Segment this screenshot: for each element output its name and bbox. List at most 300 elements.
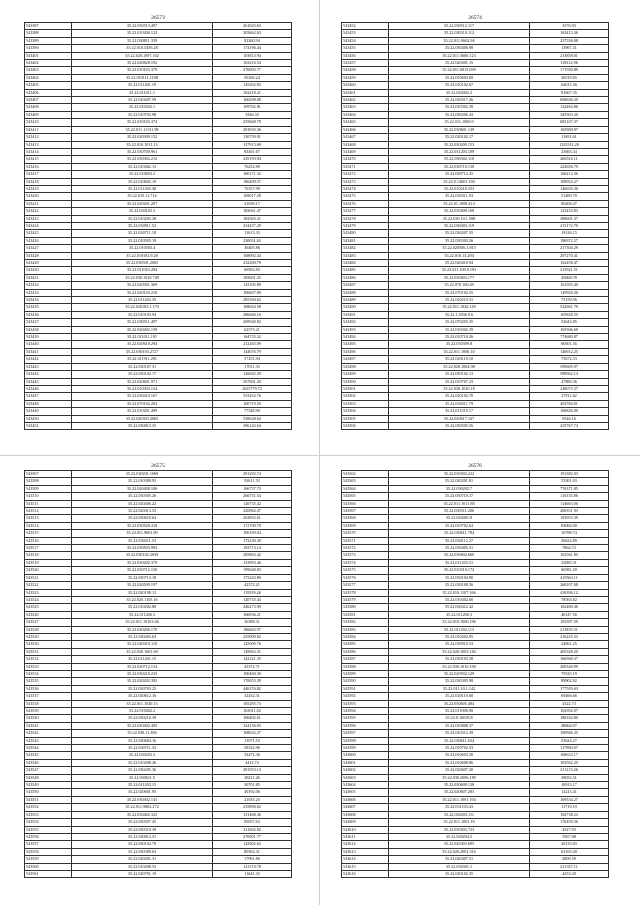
amount-cell: 235896.02 xyxy=(213,804,292,811)
row-id-cell: 543489 xyxy=(342,297,389,304)
table-row xyxy=(25,678,292,685)
code-cell: 35.22.020408.106 xyxy=(72,485,213,492)
code-cell: 35.22.030403.177 xyxy=(389,274,530,281)
row-id-cell: 543490 xyxy=(342,304,389,311)
code-cell: 35.22.010202.88 xyxy=(72,604,213,611)
table-row xyxy=(342,552,609,559)
amount-cell: 419563.11 xyxy=(530,574,609,581)
table-row xyxy=(342,267,609,274)
code-cell: 35.22.020701.19 xyxy=(72,870,213,877)
code-cell: 35.22.010208.26 xyxy=(72,759,213,766)
code-cell: 35.22.020.1003.184 xyxy=(389,648,530,655)
code-cell: 35.22.030712.25 xyxy=(389,171,530,178)
row-id-cell: 543506 xyxy=(342,422,389,429)
row-id-cell: 543577 xyxy=(342,582,389,589)
code-cell: 35.22.020102.35 xyxy=(389,870,530,877)
amount-cell: 182565.21 xyxy=(213,215,292,222)
table-row xyxy=(342,722,609,729)
amount-cell: 776371.85 xyxy=(530,485,609,492)
code-cell: 35.22.030610.64 xyxy=(72,515,213,522)
amount-cell: 186409.57 xyxy=(213,178,292,185)
amount-cell: 50106.24 xyxy=(213,74,292,81)
amount-cell: 696636.20 xyxy=(530,97,609,104)
amount-cell: 263832.61 xyxy=(213,515,292,522)
code-cell: 35.22.020712.134 xyxy=(72,663,213,670)
row-id-cell: 543463 xyxy=(342,104,389,111)
table-row xyxy=(25,111,292,118)
amount-cell: 166212.36 xyxy=(530,171,609,178)
table-row xyxy=(25,589,292,596)
amount-cell: 17961.86 xyxy=(213,856,292,863)
code-cell: 35.22.011011.191 xyxy=(72,334,213,341)
amount-cell: 76357.99 xyxy=(213,185,292,192)
amount-cell: 446376.82 xyxy=(213,685,292,692)
code-cell: 35.22.010210.31 xyxy=(389,297,530,304)
code-cell: 35.22.030513.497 xyxy=(72,23,213,30)
amount-cell: 118312.96 xyxy=(530,60,609,67)
row-id-cell: 543460 xyxy=(342,82,389,89)
row-id-cell: 543475 xyxy=(342,193,389,200)
table-row xyxy=(25,171,292,178)
row-id-cell: 543496 xyxy=(342,348,389,355)
amount-cell: 81667.35 xyxy=(530,89,609,96)
row-id-cell: 543523 xyxy=(25,589,72,596)
row-id-cell: 543514 xyxy=(25,522,72,529)
table-row xyxy=(25,163,292,170)
row-id-cell: 543536 xyxy=(25,685,72,692)
code-cell: 35.22.010703.98 xyxy=(72,111,213,118)
amount-cell: 267601.20 xyxy=(213,378,292,385)
amount-cell: 285863.42 xyxy=(213,552,292,559)
amount-cell: 166737.73 xyxy=(213,485,292,492)
code-cell: 35.22.010707.23 xyxy=(389,378,530,385)
amount-cell: 191382.03 xyxy=(530,471,609,478)
row-id-cell: 543551 xyxy=(25,796,72,803)
table-row xyxy=(342,870,609,877)
row-id-cell: 543532 xyxy=(25,656,72,663)
code-cell: 35.22.011011.1 xyxy=(72,89,213,96)
row-id-cell: 543572 xyxy=(342,545,389,552)
table-row xyxy=(25,685,292,692)
code-cell: 35.22.030202.379 xyxy=(72,559,213,566)
amount-cell: 5567.08 xyxy=(530,833,609,840)
code-cell: 35.22.030410.167 xyxy=(72,393,213,400)
table-row xyxy=(342,730,609,737)
table-row xyxy=(342,119,609,126)
row-id-cell: 543495 xyxy=(342,341,389,348)
amount-cell: 225767.74 xyxy=(530,422,609,429)
amount-cell: 126735.42 xyxy=(213,500,292,507)
code-cell: 35.22.020201.81 xyxy=(389,478,530,485)
amount-cell: 168092.44 xyxy=(213,252,292,259)
row-id-cell: 543481 xyxy=(342,237,389,244)
code-cell: 35.22.030507.45 xyxy=(72,819,213,826)
amount-cell: 163011.02 xyxy=(213,708,292,715)
row-id-cell: 543567 xyxy=(342,508,389,515)
code-cell: 35.22.020402.159 xyxy=(72,326,213,333)
table-row xyxy=(342,252,609,259)
amount-cell: 203784.01 xyxy=(530,400,609,407)
amount-cell: 36388.31 xyxy=(213,619,292,626)
row-id-cell: 543389 xyxy=(25,37,72,44)
row-id-cell: 543461 xyxy=(342,89,389,96)
row-id-cell: 543615 xyxy=(342,863,389,870)
code-cell: 35.22.020401.15 xyxy=(389,60,530,67)
amount-cell: 16913.17 xyxy=(530,782,609,789)
row-id-cell: 543499 xyxy=(342,371,389,378)
row-id-cell: 543569 xyxy=(342,522,389,529)
table-row xyxy=(25,730,292,737)
row-id-cell: 543544 xyxy=(25,745,72,752)
table-row xyxy=(342,141,609,148)
table-row xyxy=(342,193,609,200)
table-row xyxy=(25,245,292,252)
amount-cell: 75525.19 xyxy=(530,670,609,677)
row-id-cell: 543581 xyxy=(342,611,389,618)
code-cell: 35.22.030.1010.190 xyxy=(389,663,530,670)
amount-cell: 69466.66 xyxy=(530,693,609,700)
amount-cell: 58332.96 xyxy=(213,745,292,752)
table-row xyxy=(25,334,292,341)
row-id-cell: 543420 xyxy=(25,193,72,200)
code-cell: 35.22.011006.90 xyxy=(389,708,530,715)
table-row xyxy=(25,833,292,840)
table-row xyxy=(342,89,609,96)
amount-cell: 60501.56 xyxy=(530,341,609,348)
row-id-cell: 543580 xyxy=(342,604,389,611)
table-row xyxy=(342,537,609,544)
table-row xyxy=(342,422,609,429)
code-cell: 35.22.020407.51 xyxy=(389,856,530,863)
row-id-cell: 543402 xyxy=(25,60,72,67)
row-id-cell: 543423 xyxy=(25,215,72,222)
table-row xyxy=(342,408,609,415)
code-cell: 35.22.010303.134 xyxy=(72,385,213,392)
code-cell: 35.22.010608.86 xyxy=(389,759,530,766)
row-id-cell: 543432 xyxy=(25,282,72,289)
table-row xyxy=(342,678,609,685)
table-row xyxy=(25,104,292,111)
amount-cell: 168044.58 xyxy=(213,304,292,311)
code-cell: 35.22.030210.235 xyxy=(72,670,213,677)
code-cell: 35.22.030104.90 xyxy=(389,574,530,581)
amount-cell: 76252.89 xyxy=(213,163,292,170)
amount-cell: 276901.77 xyxy=(213,833,292,840)
code-cell: 35.22.011203.15 xyxy=(72,782,213,789)
amount-cell: 200340.99 xyxy=(530,663,609,670)
table-row xyxy=(25,863,292,870)
row-id-cell: 543443 xyxy=(25,363,72,370)
table-row xyxy=(25,596,292,603)
amount-cell: 234437.29 xyxy=(213,222,292,229)
code-cell: 35.22.030310.112 xyxy=(389,30,530,37)
table-row xyxy=(342,611,609,618)
row-id-cell: 543596 xyxy=(342,722,389,729)
table-row xyxy=(25,530,292,537)
table-row xyxy=(25,30,292,37)
table-row xyxy=(25,97,292,104)
amount-cell: 232200.79 xyxy=(213,260,292,267)
table-row xyxy=(25,237,292,244)
amount-cell: 131468.36 xyxy=(213,811,292,818)
code-cell: 35.22.01.1008.414 xyxy=(389,200,530,207)
row-id-cell: 543478 xyxy=(342,215,389,222)
row-id-cell: 543435 xyxy=(25,304,72,311)
code-cell: 35.22.010402.60 xyxy=(389,596,530,603)
amount-cell: 216225.33 xyxy=(530,633,609,640)
table-row xyxy=(25,493,292,500)
amount-cell: 48664.07 xyxy=(530,722,609,729)
code-cell: 35.22.020303.2065 xyxy=(72,415,213,422)
row-id-cell: 543465 xyxy=(342,119,389,126)
table-row xyxy=(25,545,292,552)
row-id-cell: 543538 xyxy=(25,700,72,707)
amount-cell: 185601.25 xyxy=(213,274,292,281)
row-id-cell: 543557 xyxy=(25,841,72,848)
code-cell: 35.22.010302.1 xyxy=(72,104,213,111)
amount-cell: 36405.86 xyxy=(213,245,292,252)
table-row xyxy=(25,119,292,126)
page-title: 26574 xyxy=(468,15,482,21)
code-cell: 35.22.030713.18 xyxy=(72,574,213,581)
row-id-cell: 543512 xyxy=(25,508,72,515)
amount-cell: 166936.21 xyxy=(213,611,292,618)
amount-cell: 161593.40 xyxy=(530,282,609,289)
amount-cell: 281553.13 xyxy=(213,767,292,774)
amount-cell: 199640.83 xyxy=(213,567,292,574)
table-row xyxy=(342,863,609,870)
row-id-cell: 543452 xyxy=(342,23,389,30)
code-cell: 35.22.010.1011.13 xyxy=(72,141,213,148)
table-row xyxy=(25,319,292,326)
table-row xyxy=(342,97,609,104)
amount-cell: 56622.89 xyxy=(530,537,609,544)
code-cell: 35.22.020303.695 xyxy=(389,841,530,848)
row-id-cell: 543597 xyxy=(342,730,389,737)
page-panel-2 xyxy=(341,14,609,430)
row-id-cell: 543418 xyxy=(25,178,72,185)
row-id-cell: 543416 xyxy=(25,163,72,170)
code-cell: 35.22.030608.128 xyxy=(389,782,530,789)
code-cell: 35.22.020309.152 xyxy=(72,134,213,141)
amount-cell: 57251.94 xyxy=(213,356,292,363)
row-id-cell: 543458 xyxy=(342,67,389,74)
code-cell: 35.22.030301.1 xyxy=(389,863,530,870)
code-cell: 35.22.030102.17 xyxy=(72,371,213,378)
row-id-cell: 543583 xyxy=(342,626,389,633)
code-cell: 35.22.0.14001.169 xyxy=(389,178,530,185)
row-id-cell: 543561 xyxy=(25,870,72,877)
row-id-cell: 543566 xyxy=(342,500,389,507)
table-row xyxy=(25,656,292,663)
code-cell: 35.22.030112.27 xyxy=(389,537,530,544)
row-id-cell: 543409 xyxy=(25,111,72,118)
code-cell: 35.22.030211.53 xyxy=(72,537,213,544)
table-row xyxy=(342,848,609,855)
code-cell: 35.22.030207.35 xyxy=(389,230,530,237)
table-row xyxy=(25,67,292,74)
row-id-cell: 543493 xyxy=(342,326,389,333)
row-id-cell: 543504 xyxy=(342,408,389,415)
code-cell: 35.22.011202.113 xyxy=(389,626,530,633)
row-id-cell: 543527 xyxy=(25,619,72,626)
amount-cell: 165900.07 xyxy=(530,126,609,133)
table-row xyxy=(342,178,609,185)
code-cell: 35.22.010503.4 xyxy=(72,245,213,252)
row-id-cell: 543477 xyxy=(342,208,389,215)
table-row xyxy=(25,582,292,589)
row-id-cell: 543543 xyxy=(25,737,72,744)
row-id-cell: 543468 xyxy=(342,141,389,148)
amount-cell: 45068.78 xyxy=(530,274,609,281)
table-row xyxy=(342,111,609,118)
row-id-cell: 543492 xyxy=(342,319,389,326)
row-id-cell: 543614 xyxy=(342,856,389,863)
amount-cell: 255668.79 xyxy=(213,119,292,126)
table-row xyxy=(25,141,292,148)
code-cell: 35.22.030512.117 xyxy=(389,23,530,30)
table-row xyxy=(342,582,609,589)
amount-cell: 104738.23 xyxy=(530,811,609,818)
code-cell: 35.22.030203.3 xyxy=(72,752,213,759)
amount-cell: 205662.63 xyxy=(213,30,292,37)
table-row xyxy=(25,819,292,826)
table-row xyxy=(342,796,609,803)
code-cell: 35.22.030710.158 xyxy=(389,163,530,170)
amount-cell: 229193.94 xyxy=(213,156,292,163)
table-row xyxy=(25,348,292,355)
amount-cell: 20133.83 xyxy=(530,841,609,848)
amount-cell: 75672.53 xyxy=(530,356,609,363)
row-id-cell: 543390 xyxy=(25,45,72,52)
row-id-cell: 543446 xyxy=(25,385,72,392)
table-row xyxy=(342,515,609,522)
table-row xyxy=(25,567,292,574)
page-title: 26575 xyxy=(151,463,165,469)
table-row xyxy=(342,589,609,596)
table-row xyxy=(342,348,609,355)
code-cell: 35.22.030303.222 xyxy=(389,471,530,478)
row-id-cell: 543611 xyxy=(342,833,389,840)
code-cell: 35.22.011401.15 xyxy=(72,656,213,663)
amount-cell: 3346.33 xyxy=(213,111,292,118)
code-cell: 35.22.0.16018.8 xyxy=(389,715,530,722)
amount-cell: 84066.00 xyxy=(530,522,609,529)
table-row xyxy=(342,304,609,311)
table-row xyxy=(25,230,292,237)
table-row xyxy=(342,185,609,192)
row-id-cell: 543610 xyxy=(342,826,389,833)
table-row xyxy=(25,626,292,633)
row-id-cell: 543447 xyxy=(25,393,72,400)
row-id-cell: 543560 xyxy=(25,863,72,870)
data-table xyxy=(341,470,609,878)
table-row xyxy=(25,311,292,318)
amount-cell: 105828.55 xyxy=(530,311,609,318)
code-cell: 35.22.030201.1069 xyxy=(72,471,213,478)
code-cell: 35.22.011.11131.98 xyxy=(72,126,213,133)
row-id-cell: 543430 xyxy=(25,267,72,274)
table-row xyxy=(25,178,292,185)
amount-cell: 78563.82 xyxy=(530,596,609,603)
code-cell: 35.22.011911.291 xyxy=(72,356,213,363)
code-cell: 35.22.020413.53 xyxy=(72,508,213,515)
row-id-cell: 543608 xyxy=(342,811,389,818)
table-row xyxy=(25,574,292,581)
amount-cell: 32432.31 xyxy=(213,693,292,700)
code-cell: 35.22.030812.51 xyxy=(72,833,213,840)
row-id-cell: 543530 xyxy=(25,641,72,648)
code-cell: 35.22.030.11.306 xyxy=(72,730,213,737)
amount-cell: 41639.17 xyxy=(213,200,292,207)
amount-cell: 476093.77 xyxy=(213,67,292,74)
code-cell: 35.22.030406.98 xyxy=(389,45,530,52)
amount-cell: 142321.35 xyxy=(213,656,292,663)
table-row xyxy=(342,693,609,700)
code-cell: 35.22.030102.3 xyxy=(72,208,213,215)
amount-cell: 2800.59 xyxy=(530,856,609,863)
code-cell: 35.22.011.1006.10 xyxy=(389,348,530,355)
row-id-cell: 543406 xyxy=(25,89,72,96)
amount-cell: 13971.53 xyxy=(213,737,292,744)
code-cell: 35.22.011.5600.123 xyxy=(389,52,530,59)
row-id-cell: 543604 xyxy=(342,782,389,789)
amount-cell: 66581.20 xyxy=(530,567,609,574)
amount-cell: 30701.85 xyxy=(213,782,292,789)
row-id-cell: 543605 xyxy=(342,789,389,796)
code-cell: 35.22.030710.37 xyxy=(389,493,530,500)
amount-cell: 4253.20 xyxy=(530,870,609,877)
code-cell: 35.22.011.9601.90 xyxy=(72,530,213,537)
amount-cell: 1323311.20 xyxy=(530,141,609,148)
code-cell: 35.22.030302.141 xyxy=(72,796,213,803)
code-cell: 35.22.020201.31 xyxy=(72,856,213,863)
code-cell: 35.22.020612.16 xyxy=(72,693,213,700)
amount-cell: 172230.30 xyxy=(213,537,292,544)
row-id-cell: 543520 xyxy=(25,567,72,574)
code-cell: 35.22.010103.94 xyxy=(72,311,213,318)
row-id-cell: 543562 xyxy=(342,471,389,478)
row-id-cell: 543467 xyxy=(342,134,389,141)
table-row xyxy=(25,252,292,259)
table-row xyxy=(25,722,292,729)
row-id-cell: 543582 xyxy=(342,619,389,626)
code-cell: 35.22.030605.484 xyxy=(389,700,530,707)
row-id-cell: 543456 xyxy=(342,52,389,59)
amount-cell: 255009.82 xyxy=(213,633,292,640)
table-row xyxy=(25,670,292,677)
row-id-cell: 543479 xyxy=(342,222,389,229)
amount-cell: 125006.76 xyxy=(213,641,292,648)
amount-cell: 102480.46 xyxy=(530,604,609,611)
row-id-cell: 543522 xyxy=(25,582,72,589)
code-cell: 35.22.020607.20 xyxy=(389,767,530,774)
row-id-cell: 543602 xyxy=(342,767,389,774)
row-id-cell: 543547 xyxy=(25,767,72,774)
table-row xyxy=(342,37,609,44)
row-id-cell: 543387 xyxy=(25,23,72,30)
code-cell: 35.22.030103.2727 xyxy=(72,348,213,355)
amount-cell: 85057.63 xyxy=(213,819,292,826)
amount-cell: 149663.31 xyxy=(213,648,292,655)
table-row xyxy=(25,471,292,478)
amount-cell: 3576.93 xyxy=(530,23,609,30)
code-cell: 35.22.010702.53 xyxy=(389,745,530,752)
table-row xyxy=(25,759,292,766)
row-id-cell: 543593 xyxy=(342,700,389,707)
code-cell: 35.22.030.1010.749 xyxy=(72,274,213,281)
code-cell: 35.22.020204.5 xyxy=(389,833,530,840)
